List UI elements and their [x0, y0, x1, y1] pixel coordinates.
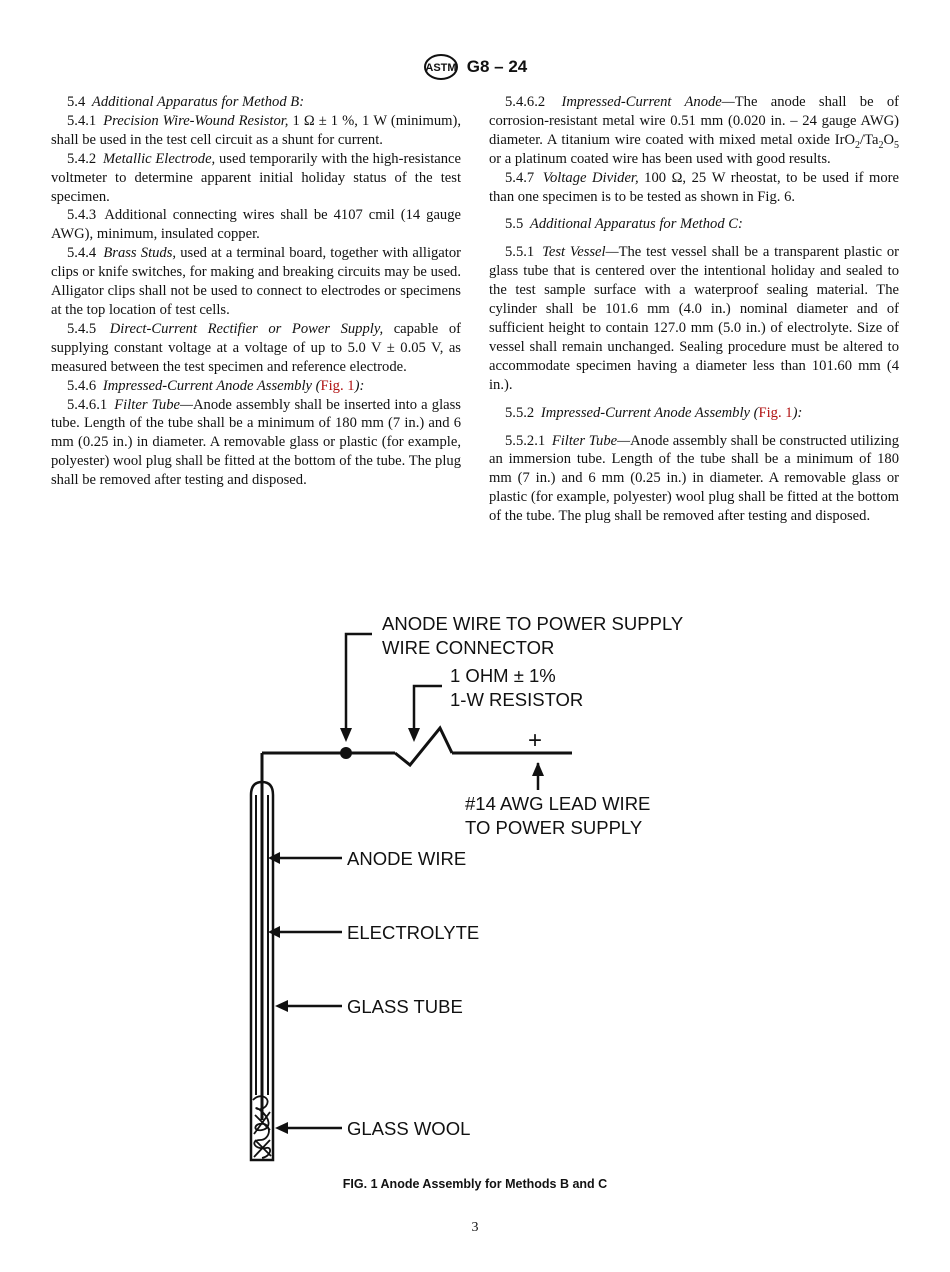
paragraph-5-4-4: 5.4.4 Brass Studs, used at a terminal board, together with alligator clips or knife switches, for making and breaking circuits may be used. Alligator clips shall not be used to connect to electrodes or specimens at the top location of test cells. [51, 245, 461, 318]
paragraph-5-4-5: 5.4.5 Direct-Current Rectifier or Power Supply, capable of supplying constant voltage at a voltage of up to 5.0 V ± 0.05 V, as measured between the test specimen and reference electrode. [51, 320, 461, 375]
fig-1-link[interactable]: Fig. 1 [758, 404, 793, 421]
paragraph-5-5-2: 5.5.2 Impressed-Current Anode Assembly (Fig. 1): [505, 404, 803, 421]
label-glass-wool: GLASS WOOL [347, 1118, 471, 1139]
paragraph-5-5: 5.5 Additional Apparatus for Method C: [505, 216, 743, 233]
astm-logo-icon [423, 53, 459, 81]
document-code: G8 – 24 [466, 57, 528, 76]
paragraph-5-5-1: 5.5.1 Test Vessel—The test vessel shall be a transparent plastic or glass tube that is centered over the intentional holiday and sealed to the test sample surface with a waterproof sealing material. The cylinder shall be 101.6 mm (4.0 in.) nominal diameter and of sufficient height to contain 127.0 mm (5.0 in.) of electrolyte. Size of vessel shall remain unchanged. Sealing procedure must be altered to accommodate specimen having a diameter less than 101.60 mm (4 in.). [489, 244, 899, 393]
paragraph-5-4-2: 5.4.2 Metallic Electrode, used temporarily with the high-resistance voltmeter to determine apparent initial holiday status of the test specimen. [51, 150, 461, 205]
wire-connector-dot [340, 747, 352, 759]
figure-caption: FIG. 1 Anode Assembly for Methods B and C [342, 1177, 608, 1191]
paragraph-5-4-6: 5.4.6 Impressed-Current Anode Assembly (Fig. 1): [67, 377, 365, 394]
page-number: 3 [471, 1220, 479, 1235]
label-glass-tube: GLASS TUBE [347, 996, 463, 1017]
left-column [51, 93, 461, 490]
page-header [0, 53, 950, 83]
fig-1-link[interactable]: Fig. 1 [320, 377, 355, 394]
resistor-zigzag [395, 728, 452, 765]
label-lead-wire-line1: #14 AWG LEAD WIRE [465, 793, 651, 814]
right-column [489, 93, 899, 526]
label-electrolyte: ELECTROLYTE [347, 922, 480, 943]
label-resistor-line2: 1-W RESISTOR [450, 689, 584, 710]
paragraph-5-4-1: 5.4.1 Precision Wire-Wound Resistor, 1 Ω ± 1 %, 1 W (minimum), shall be used in the test cell circuit as a shunt for current. [51, 112, 461, 148]
connector-leader [346, 634, 372, 728]
paragraph-5-4-6-2: 5.4.6.2 Impressed-Current Anode—The anode shall be of corrosion-resistant metal wire 0.51 mm (0.020 in. – 24 gauge AWG) diameter. A titanium wire coated with mixed metal oxide $IrO_2/Ta_2O_5$ or a platinum coated wire has been used with good results. [489, 94, 900, 167]
label-anode-wire: ANODE WIRE [347, 848, 467, 869]
paragraph-5-4-6-1: 5.4.6.1 Filter Tube—Anode assembly shall be inserted into a glass tube. Length of the tube shall be a minimum of 180 mm (7 in.) and 6 mm (0.25 in.) in diameter. A removable glass or plastic (for example, polyester) wool plug shall be fitted at the bottom of the tube. The plug shall be removed after testing and disposed. [51, 396, 461, 489]
label-anode-connector-line1: ANODE WIRE TO POWER SUPPLY [382, 613, 684, 634]
anode-assembly-figure [200, 600, 760, 1170]
resistor-leader [414, 686, 442, 728]
label-plus: + [528, 727, 543, 754]
label-lead-wire-line2: TO POWER SUPPLY [465, 817, 643, 838]
paragraph-5-4-3: 5.4.3 Additional connecting wires shall be 4107 cmil (14 gauge AWG), minimum, insulated copper. [51, 207, 461, 243]
svg-text:ASTM: ASTM [425, 62, 457, 74]
paragraph-5-4-7: 5.4.7 Voltage Divider, 100 Ω, 25 W rheostat, to be used if more than one specimen is to be tested as shown in Fig. 6. [489, 169, 899, 205]
label-resistor-line1: 1 OHM ± 1% [450, 665, 556, 686]
label-anode-connector-line2: WIRE CONNECTOR [382, 637, 555, 658]
paragraph-5-5-2-1: 5.5.2.1 Filter Tube—Anode assembly shall be constructed utilizing an immersion tube. Length of the tube shall be a minimum of 180 mm (7 in.) and 6 mm (0.25 in.) in diameter. A removable glass or plastic (for example, polyester) wool plug shall be fitted at the bottom of the tube. The plug shall be removed after testing and disposed. [489, 432, 899, 525]
paragraph-5-4: 5.4 Additional Apparatus for Method B: [67, 94, 305, 110]
